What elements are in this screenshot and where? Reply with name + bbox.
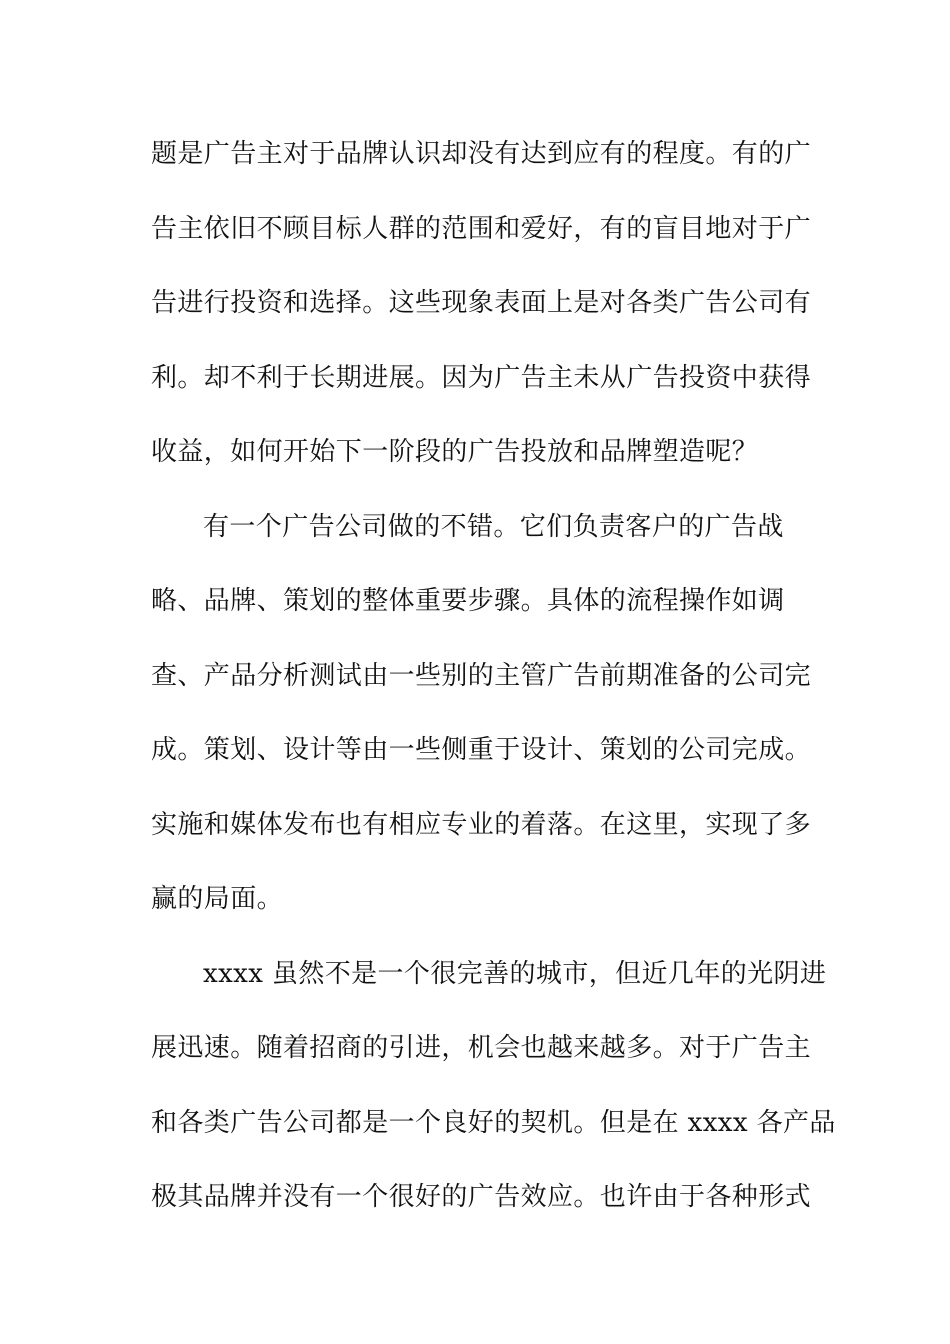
text-line: 利。却不利于长期进展。因为广告主未从广告投资中获得 [151, 362, 812, 393]
text-line: 告进行投资和选择。这些现象表面上是对各类广告公司有 [151, 288, 812, 318]
text-line: 查、产品分析测试由一些别的主管广告前期准备的公司完 [151, 660, 812, 691]
document-body [151, 128, 836, 1246]
text-line: 略、品牌、策划的整体重要步骤。具体的流程操作如调 [151, 586, 785, 616]
paragraph-3 [151, 948, 836, 1246]
text-line: 实施和媒体发布也有相应专业的着落。在这里，实现了多 [151, 809, 812, 840]
paragraph-2 [151, 501, 812, 948]
text-line: xxxx 虽然不是一个很完善的城市，但近几年的光阴进 [203, 958, 827, 989]
text-line: 告主依旧不顾目标人群的范围和爱好，有的盲目地对于广 [151, 213, 812, 244]
text-line: 收益，如何开始下一阶段的广告投放和品牌塑造呢？ [151, 437, 759, 467]
paragraph-1 [151, 128, 812, 501]
text-line: 有一个广告公司做的不错。它们负责客户的广告战 [203, 511, 784, 542]
text-line: 成。策划、设计等由一些侧重于设计、策划的公司完成。 [151, 735, 812, 765]
text-line: 展迅速。随着招商的引进，机会也越来越多。对于广告主 [151, 1033, 812, 1063]
text-line: 和各类广告公司都是一个良好的契机。但是在 xxxx 各产品 [151, 1107, 836, 1138]
text-line: 题是广告主对于品牌认识却没有达到应有的程度。有的广 [151, 139, 812, 169]
text-line: 赢的局面。 [151, 884, 284, 914]
text-line: 极其品牌并没有一个很好的广告效应。也许由于各种形式 [151, 1182, 812, 1212]
